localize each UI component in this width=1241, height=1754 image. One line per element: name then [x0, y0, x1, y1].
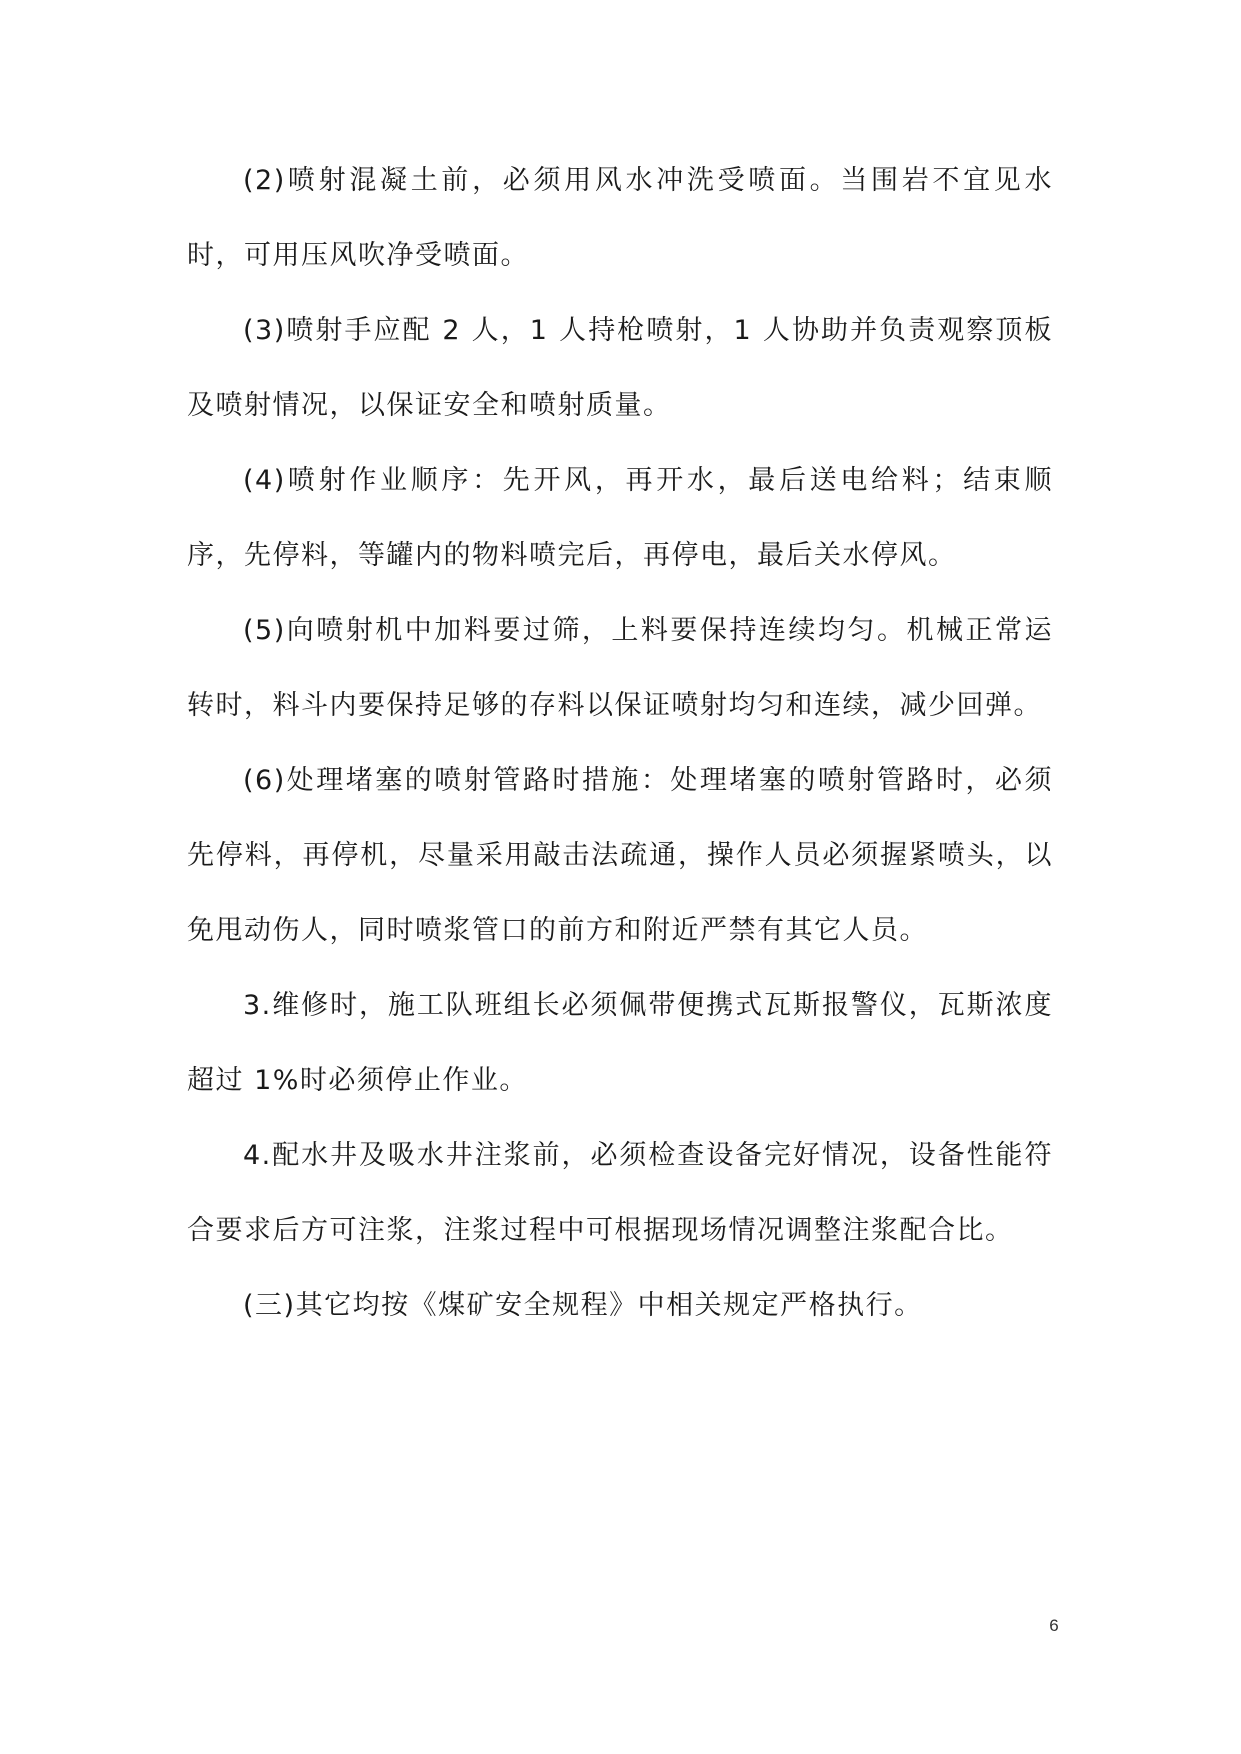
paragraph-operation-sequence: (4)喷射作业顺序：先开风，再开水，最后送电给料；结束顺序，先停料，等罐内的物料喷完后，再停电，最后关水停风。: [187, 465, 1053, 571]
paragraph-shotcrete-washing: (2)喷射混凝土前，必须用风水冲洗受喷面。当围岩不宜见水时，可用压风吹净受喷面。: [187, 165, 1053, 271]
paragraph-sprayer-staffing: (3)喷射手应配 2 人，1 人持枪喷射，1 人协助并负责观察顶板及喷射情况，以保证安全和喷射质量。: [187, 315, 1053, 421]
paragraph-blockage-handling: (6)处理堵塞的喷射管路时措施：处理堵塞的喷射管路时，必须先停料，再停机，尽量采用敲击法疏通，操作人员必须握紧喷头，以免甩动伤人，同时喷浆管口的前方和附近严禁有其它人员。: [187, 765, 1053, 946]
paragraph-grouting-check: 4.配水井及吸水井注浆前，必须检查设备完好情况，设备性能符合要求后方可注浆，注浆过程中可根据现场情况调整注浆配合比。: [187, 1140, 1053, 1246]
paragraph-safety-regulations: (三)其它均按《煤矿安全规程》中相关规定严格执行。: [243, 1290, 923, 1321]
page-number: 6: [1049, 1616, 1059, 1635]
paragraph-gas-alarm: 3.维修时，施工队班组长必须佩带便携式瓦斯报警仪，瓦斯浓度超过 1%时必须停止作业。: [187, 990, 1053, 1096]
paragraph-material-feeding: (5)向喷射机中加料要过筛，上料要保持连续均匀。机械正常运转时，料斗内要保持足够的存料以保证喷射均匀和连续，减少回弹。: [187, 615, 1053, 721]
body-text: [187, 143, 1053, 1343]
